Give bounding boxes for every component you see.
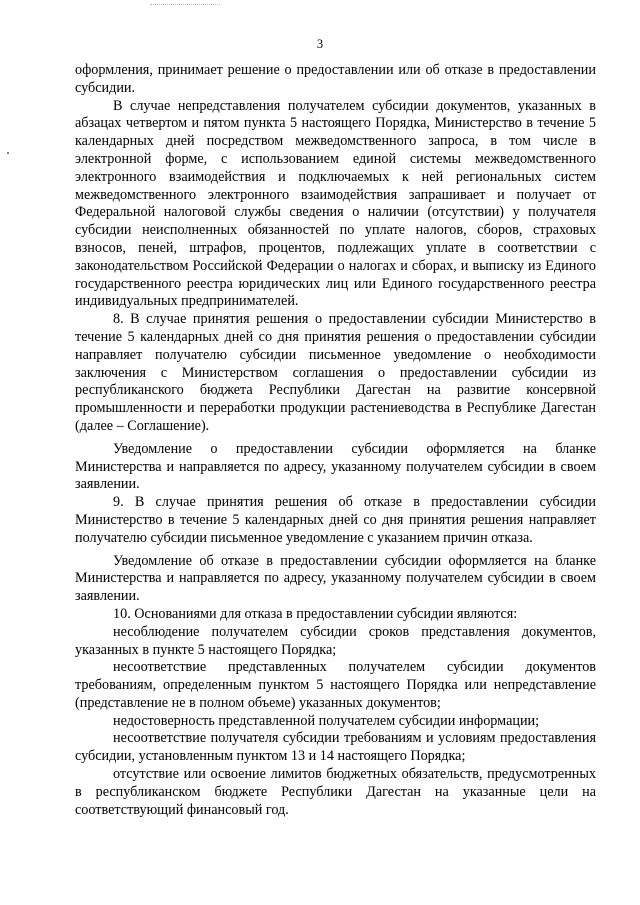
page-number: 3 <box>316 37 324 51</box>
paragraph: оформления, принимает решение о предоставлении или об отказе в предоставлении субсидии. <box>75 62 596 96</box>
paragraph: недостоверность представленной получателем субсидии информации; <box>113 712 540 729</box>
paragraph: несоблюдение получателем субсидии сроков представления документов, указанных в пункте 5 настоящего Порядка; <box>75 623 596 658</box>
paragraph: 9. В случае принятия решения об отказе в предоставлении субсидии Министерство в течение 5 календарных дней со дня принятия решения направляет получателю субсидии письменное уведомление с указанием причин отказа. <box>75 494 596 546</box>
scan-artifact <box>7 152 9 154</box>
document-body <box>75 62 596 819</box>
paragraph: несоответствие получателя субсидии требованиям и условиям предоставления субсидии, установленным пунктом 13 и 14 настоящего Порядка; <box>75 730 596 765</box>
paragraph: Уведомление о предоставлении субсидии оформляется на бланке Министерства и направляется по адресу, указанному получателем субсидии в своем заявлении. <box>75 440 596 493</box>
scan-artifact <box>150 4 220 7</box>
paragraph: В случае непредставления получателем субсидии документов, указанных в абзацах четвертом и пятом пункта 5 настоящего Порядка, Министерство в течение 5 календарных дней посредством межведомственного запроса, в том числе в электронной форме, с использованием единой системы межведомственного электронного взаимодействия и подключаемых к ней региональных систем межведомственного электронного взаимодействия запрашивает и получает от Федеральной налоговой службы сведения о наличии (отсутствии) у получателя субсидии неисполненных обязанностей по уплате налогов, сборов, страховых взносов, пеней, штрафов, процентов, подлежащих уплате в соответствии с законодательством Российской Федерации о налогах и сборах, и выписку из Единого государственного реестра юридических лиц или Единого государственного реестра индивидуальных предпринимателей. <box>75 97 596 310</box>
paragraph: несоответствие представленных получателем субсидии документов требованиям, определенным пунктом 5 настоящего Порядка или непредставление (представление не в полном объеме) указанных документов; <box>75 659 596 711</box>
paragraph: Уведомление об отказе в предоставлении субсидии оформляется на бланке Министерства и направляется по адресу, указанному получателем субсидии в своем заявлении. <box>75 552 596 605</box>
paragraph: 10. Основаниями для отказа в предоставлении субсидии являются: <box>113 605 518 622</box>
paragraph: 8. В случае принятия решения о предоставлении субсидии Министерство в течение 5 календарных дней со дня принятия решения о предоставлении субсидии направляет получателю субсидии письменное уведомление о необходимости заключения с Министерством соглашения о предоставлении субсидии из республиканского бюджета Республики Дагестан на развитие консервной промышленности и переработки продукции растениеводства в Республике Дагестан (далее – Соглашение). <box>75 311 596 434</box>
paragraph: отсутствие или освоение лимитов бюджетных обязательств, предусмотренных в республиканском бюджете Республики Дагестан на указанные цели на соответствующий финансовый год. <box>75 766 596 818</box>
